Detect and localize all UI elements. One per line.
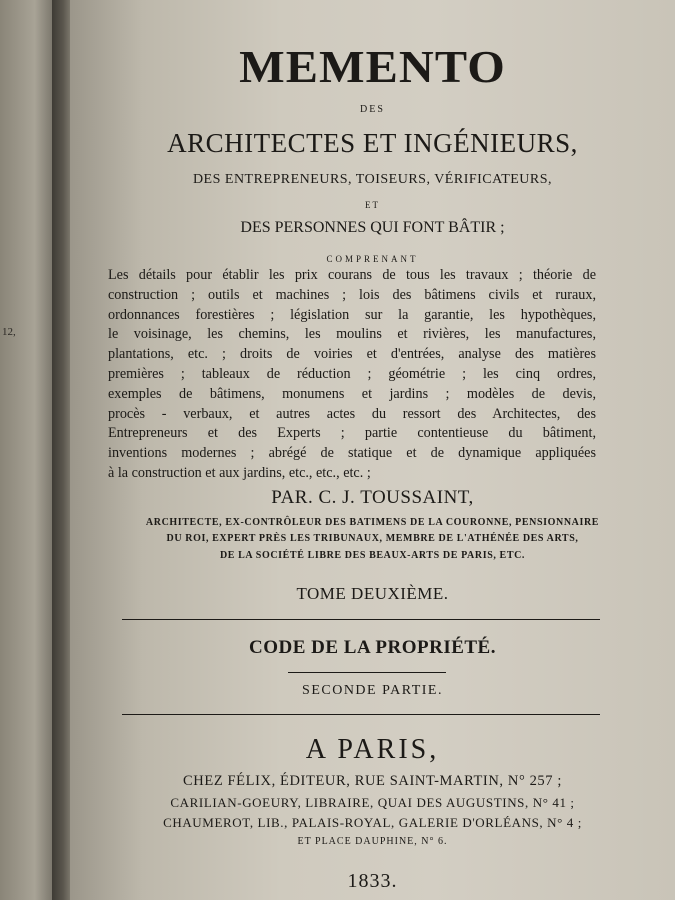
left-page-edge bbox=[0, 0, 58, 900]
volume-label: TOME DEUXIÈME. bbox=[296, 584, 449, 603]
publisher-line: CHEZ FÉLIX, ÉDITEUR, RUE SAINT-MARTIN, N° 257 ; bbox=[183, 773, 562, 789]
author-credit: ARCHITECTE, EX-CONTRÔLEUR DES BATIMENS DE LA COURONNE, PENSIONNAIRE bbox=[145, 517, 600, 528]
body-line: exemples de bâtimens, monumens et jardins ; modèles de devis, bbox=[108, 385, 596, 402]
author-credit: DU ROI, EXPERT PRÈS LES TRIBUNAUX, MEMBRE DE L'ATHÉNÉE DES ARTS, bbox=[166, 533, 579, 544]
divider-rule-short bbox=[288, 672, 446, 673]
publisher-line: CHAUMEROT, LIB., PALAIS-ROYAL, GALERIE D'ORLÉANS, N° 4 ; bbox=[163, 815, 582, 830]
body-line: le voisinage, les chemins, les moulins et rivières, les manufactures, bbox=[108, 326, 596, 343]
subtitle-entrepreneurs: DES ENTREPRENEURS, TOISEURS, VÉRIFICATEURS, bbox=[192, 172, 553, 187]
author-line: PAR. C. J. TOUSSAINT, bbox=[271, 487, 474, 508]
body-line: construction ; outils et machines ; lois des bâtimens civils et ruraux, bbox=[108, 286, 596, 303]
author-credit: DE LA SOCIÉTÉ LIBRE DES BEAUX-ARTS DE PARIS, ETC. bbox=[219, 550, 526, 561]
book-title: MEMENTO bbox=[239, 41, 506, 92]
body-line: Entrepreneurs et des Experts ; partie contentieuse du bâtiment, bbox=[108, 425, 596, 442]
part-label: SECONDE PARTIE. bbox=[302, 683, 443, 698]
left-page-fragment: 12, bbox=[2, 326, 16, 338]
body-line: premières ; tableaux de réduction ; géométrie ; les cinq ordres, bbox=[108, 365, 596, 382]
imprint-city: A PARIS, bbox=[305, 734, 440, 765]
body-line: procès - verbaux, et autres actes du ressort des Architectes, des bbox=[108, 405, 596, 422]
publication-year: 1833. bbox=[347, 870, 398, 892]
body-line: ordonnances forestières ; législation sur la garantie, les hypothèques, bbox=[108, 306, 596, 323]
body-line: Les détails pour établir les prix courans de tous les travaux ; théorie de bbox=[108, 267, 596, 283]
divider-rule bbox=[122, 714, 600, 715]
des-word: DES bbox=[360, 104, 385, 115]
et-word: ET bbox=[365, 200, 380, 210]
body-line: plantations, etc. ; droits de voiries et d'entrées, analyse des matières bbox=[108, 346, 596, 363]
publisher-line: CARILIAN-GOEURY, LIBRAIRE, QUAI DES AUGUSTINS, N° 41 ; bbox=[170, 795, 575, 810]
subtitle-personnes: DES PERSONNES QUI FONT BÂTIR ; bbox=[240, 219, 505, 236]
divider-rule bbox=[122, 619, 600, 620]
subtitle-architectes: ARCHITECTES ET INGÉNIEURS, bbox=[167, 128, 578, 158]
publisher-line: ET PLACE DAUPHINE, N° 6. bbox=[297, 836, 448, 847]
body-line: inventions modernes ; abrégé de statique et de dynamique appliquées bbox=[108, 445, 596, 462]
body-line: à la construction et aux jardins, etc., etc., etc. ; bbox=[108, 464, 371, 481]
title-page bbox=[70, 0, 675, 900]
section-title: CODE DE LA PROPRIÉTÉ. bbox=[249, 637, 496, 658]
contents-description bbox=[108, 266, 596, 484]
comprenant-word: COMPRENANT bbox=[326, 254, 419, 264]
